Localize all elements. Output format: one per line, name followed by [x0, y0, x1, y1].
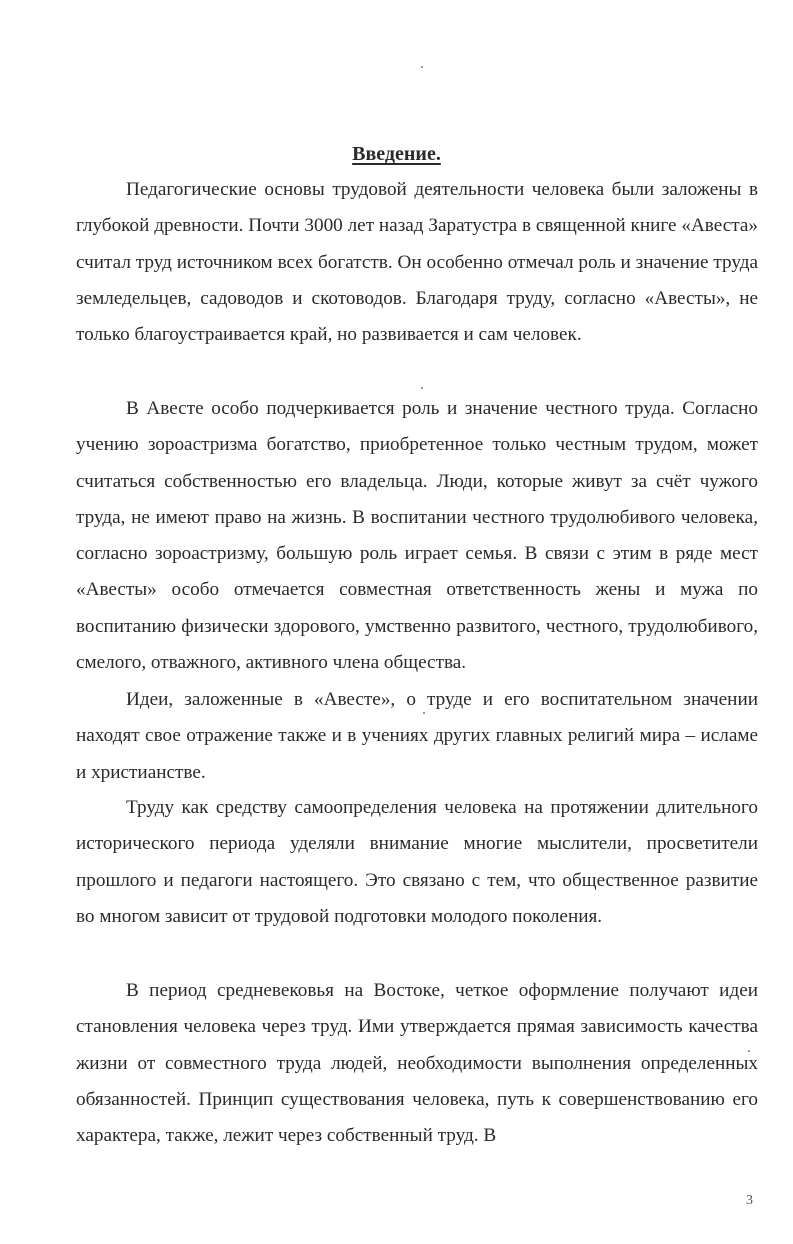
section-heading: Введение.	[352, 143, 441, 165]
paragraph-3: Идеи, заложенные в «Авесте», о труде и его воспитательном значении находят свое отражение также и в учениях других главных религий мира – исламе и христианстве.	[76, 689, 758, 783]
paragraph-2: В Авесте особо подчеркивается роль и значение честного труда. Согласно учению зороастризма богатство, приобретенное только честным трудом, может считаться собственностью его владельца. Люди, которые живут за счёт чужого труда, не имеют право на жизнь. В воспитании честного трудолюбивого человека, согласно зороастризму, большую роль играет семья. В связи с этим в ряде мест «Авесты» особо отмечается совместная ответственность жены и мужа по воспитанию физически здорового, умственно развитого, честного, трудолюбивого, смелого, отважного, активного члена общества.	[76, 398, 758, 674]
scan-speck	[421, 387, 423, 389]
paragraph-4: Труду как средству самоопределения человека на протяжении длительного исторического периода уделяли внимание многие мыслители, просветители прошлого и педагоги настоящего. Это связано с тем, что общественное развитие во многом зависит от трудовой подготовки молодого поколения.	[76, 797, 758, 927]
page-number: 3	[746, 1193, 753, 1208]
scan-speck	[421, 66, 423, 68]
paragraph-1: Педагогические основы трудовой деятельности человека были заложены в глубокой древности. Почти 3000 лет назад Заратустра в священной книге «Авеста» считал труд источником всех богатств. Он особенно отмечал роль и значение труда земледельцев, садоводов и скотоводов. Благодаря труду, согласно «Авесты», не только благоустраивается край, но развивается и сам человек.	[76, 179, 758, 346]
paragraph-5: В период средневековья на Востоке, четкое оформление получают идеи становления человека через труд. Ими утверждается прямая зависимость качества жизни от совместного труда людей, необходимости выполнения определенных обязанностей. Принцип существования человека, путь к совершенствованию его характера, также, лежит через собственный труд. В	[76, 980, 758, 1147]
